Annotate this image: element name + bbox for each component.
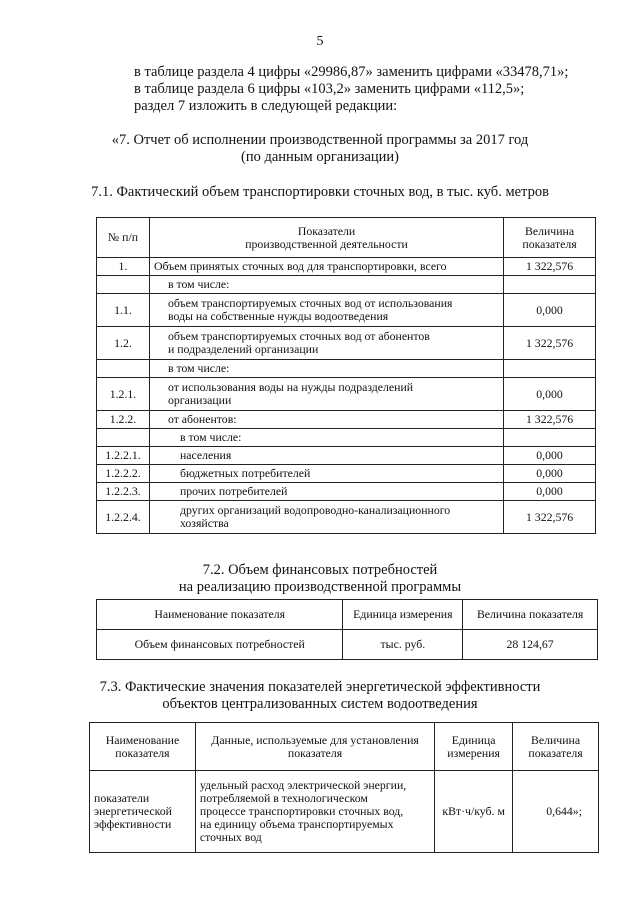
header-line: Величина [530, 732, 581, 747]
row-num [97, 360, 150, 378]
row-num: 1.2.2.3. [97, 483, 150, 501]
row-line: показатели [94, 791, 150, 805]
row-line: энергетической [94, 804, 172, 818]
row-line: организации [167, 393, 232, 407]
table-header-row [90, 723, 599, 771]
intro-line: раздел 7 изложить в следующей редакции: [134, 98, 398, 114]
header-line: производственной деятельности [245, 236, 408, 251]
row-value: 0,000 [504, 447, 596, 465]
row-line: хозяйства [179, 516, 229, 530]
row-num: 1.1. [97, 294, 150, 327]
row-indicator: в том числе: [149, 276, 503, 294]
row-indicator: от абонентов: [149, 411, 503, 429]
table-row [97, 294, 596, 327]
row-data [195, 771, 434, 853]
row-indicator: в том числе: [149, 360, 503, 378]
row-value: 1 322,576 [504, 501, 596, 534]
row-value: 0,000 [504, 465, 596, 483]
header-line: показателя [287, 745, 343, 760]
header-line: показателя [115, 745, 170, 760]
row-value [504, 360, 596, 378]
intro-line: в таблице раздела 4 цифры «29986,87» заменить цифрами «33478,71»; [134, 64, 569, 80]
row-line: потребляемой в технологическом [199, 791, 368, 805]
table-row [97, 411, 596, 429]
table-row [97, 465, 596, 483]
table-row [97, 360, 596, 378]
header-data [195, 723, 434, 771]
s73-title-line: 7.3. Фактические значения показателей энергетической эффективности [99, 679, 541, 695]
header-value [504, 218, 596, 258]
row-value: 1 322,576 [504, 258, 596, 276]
row-indicator [149, 327, 503, 360]
page-number: 5 [316, 34, 324, 49]
row-value: 1 322,576 [504, 327, 596, 360]
row-line: объем транспортируемых сточных вод от использования [167, 296, 453, 310]
row-indicator: в том числе: [149, 429, 503, 447]
row-value: 0,000 [504, 378, 596, 411]
row-indicator [149, 378, 503, 411]
energy-efficiency-table [89, 722, 599, 853]
table-row [90, 771, 599, 853]
row-line: других организаций водопроводно-канализационного [179, 503, 451, 517]
header-indicator [149, 218, 503, 258]
header-value: Величина показателя [463, 600, 598, 630]
table-row [97, 327, 596, 360]
table-row [97, 501, 596, 534]
header-unit: Единица измерения [343, 600, 463, 630]
row-num: 1.2.2.1. [97, 447, 150, 465]
section-title [0, 132, 640, 166]
row-line: на единицу объема транспортируемых [199, 817, 394, 831]
row-value [504, 429, 596, 447]
row-line: удельный расход электрической энергии, [199, 778, 407, 792]
header-line: Данные, используемые для установления [211, 732, 419, 747]
row-value: 0,000 [504, 294, 596, 327]
header-line: показателя [528, 745, 583, 760]
table-row [97, 483, 596, 501]
s72-title-line: 7.2. Объем финансовых потребностей [202, 562, 438, 578]
row-value: 1 322,576 [504, 411, 596, 429]
row-line: воды на собственные нужды водоотведения [167, 309, 389, 323]
row-indicator: Объем принятых сточных вод для транспортировки, всего [149, 258, 503, 276]
header-unit [435, 723, 513, 771]
row-num: 1.2.2.4. [97, 501, 150, 534]
header-line: Величина [524, 223, 575, 238]
table-row [97, 447, 596, 465]
row-value [504, 276, 596, 294]
header-line: показателя [522, 236, 577, 251]
header-value [513, 723, 599, 771]
s72-title [0, 562, 640, 596]
row-num: 1.2.2.2. [97, 465, 150, 483]
table-header-row [97, 218, 596, 258]
row-line: эффективности [94, 817, 172, 831]
table-row [97, 258, 596, 276]
row-num [97, 429, 150, 447]
table-row [97, 276, 596, 294]
row-indicator: населения [149, 447, 503, 465]
s73-title [0, 679, 640, 713]
s73-title-line: объектов централизованных систем водоотведения [162, 696, 478, 712]
s72-title-line: на реализацию производственной программы [178, 579, 462, 595]
row-num: 1.2.2. [97, 411, 150, 429]
row-indicator: прочих потребителей [149, 483, 503, 501]
header-line: измерения [447, 745, 500, 760]
row-line: сточных вод [199, 830, 262, 844]
row-indicator [149, 294, 503, 327]
table-row [97, 378, 596, 411]
intro-text [134, 64, 568, 115]
header-name: Наименование показателя [97, 600, 343, 630]
row-num [97, 276, 150, 294]
header-num: № п/п [97, 218, 150, 258]
row-value: 0,000 [504, 483, 596, 501]
section-title-line: (по данным организации) [240, 149, 399, 165]
row-value: 28 124,67 [463, 630, 598, 660]
row-line: от использования воды на нужды подразделений [167, 380, 414, 394]
financial-needs-table [96, 599, 598, 660]
section-title-line: «7. Отчет об исполнении производственной программы за 2017 год [111, 132, 529, 148]
table-row [97, 630, 598, 660]
row-indicator [149, 501, 503, 534]
row-value: 0,644»; [513, 771, 599, 853]
s71-title: 7.1. Фактический объем транспортировки сточных вод, в тыс. куб. метров [91, 184, 549, 200]
row-line: объем транспортируемых сточных вод от абонентов [167, 329, 430, 343]
row-num: 1.2. [97, 327, 150, 360]
table-header-row [97, 600, 598, 630]
row-num: 1. [97, 258, 150, 276]
intro-line: в таблице раздела 6 цифры «103,2» заменить цифрами «112,5»; [134, 81, 525, 97]
row-name: Объем финансовых потребностей [97, 630, 343, 660]
row-unit: тыс. руб. [343, 630, 463, 660]
table-row [97, 429, 596, 447]
header-name [90, 723, 196, 771]
row-unit: кВт·ч/куб. м [435, 771, 513, 853]
row-num: 1.2.1. [97, 378, 150, 411]
row-line: процессе транспортировки сточных вод, [199, 804, 404, 818]
header-line: Наименование [105, 732, 180, 747]
row-line: и подразделений организации [167, 342, 319, 356]
header-line: Показатели [297, 223, 356, 238]
row-name [90, 771, 196, 853]
header-line: Единица [451, 732, 496, 747]
row-indicator: бюджетных потребителей [149, 465, 503, 483]
transport-volume-table [96, 217, 596, 534]
